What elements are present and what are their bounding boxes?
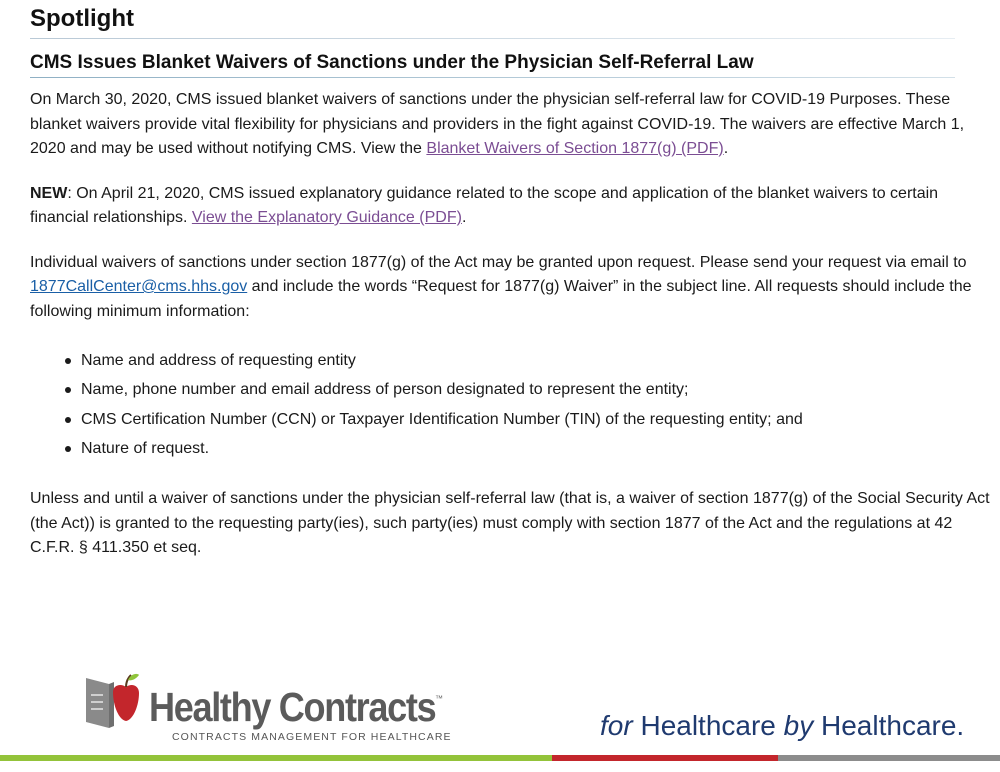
bullet-dot-icon: [65, 417, 71, 423]
list-item: [62, 405, 992, 434]
paragraph-compliance: Unless and until a waiver of sanctions under the physician self-referral law (that is, a waiver of section 1877(g) of the Social Security Act (the Act)) is granted to the requesting party(ies), such party(ies) must comply with section 1877 of the Act and the regulations at 42 C.F.R. § 411.350 et seq.: [30, 490, 990, 557]
footer-bar-gray: [778, 755, 1000, 761]
bullet-dot-icon: [65, 387, 71, 393]
footer-slogan: [600, 710, 964, 742]
list-item-text: CMS Certification Number (CCN) or Taxpayer Identification Number (TIN) of the requesting entity; and: [81, 410, 803, 428]
paragraph-text: and include the words “Request for 1877(g) Waiver” in the subject line. All requests should include the following minimum information:: [30, 278, 972, 320]
book-apple-logo-icon: [83, 670, 139, 732]
title-divider: [30, 38, 955, 39]
footer-bar-green: [0, 755, 552, 761]
paragraph-text: Individual waivers of sanctions under section 1877(g) of the Act may be granted upon request. Please send your request via email to: [30, 253, 967, 271]
trademark-mark: ™: [435, 694, 443, 703]
bullet-dot-icon: [65, 446, 71, 452]
slogan-word-healthcare-end: Healthcare.: [813, 710, 965, 741]
list-item: [62, 375, 992, 404]
blanket-waivers-pdf-link[interactable]: Blanket Waivers of Section 1877(g) (PDF): [426, 140, 724, 157]
list-item: [62, 346, 992, 375]
paragraph-waivers-issued: [30, 88, 992, 162]
slogan-word-for: for: [600, 710, 633, 741]
footer-bar-red: [552, 755, 778, 761]
paragraph-end: .: [461, 209, 467, 226]
call-center-email-link[interactable]: 1877CallCenter@cms.hhs.gov: [30, 278, 248, 295]
paragraph-end: .: [723, 140, 729, 157]
logo-name: Healthy Contracts: [149, 684, 436, 730]
paragraph-text: : On April 21, 2020, CMS issued explanatory guidance related to the scope and application of the blanket waivers to certain financial relationships.: [30, 184, 939, 226]
bullet-dot-icon: [65, 358, 71, 364]
logo-tagline: CONTRACTS MANAGEMENT FOR HEALTHCARE: [172, 731, 452, 743]
requirements-list: [62, 346, 992, 463]
list-item-text: Name and address of requesting entity: [81, 352, 356, 369]
paragraph-text: On March 30, 2020, CMS issued blanket waivers of sanctions under the physician self-referral law for COVID-19 Purposes. These blanket waivers provide vital flexibility for physicians and providers in the fight against COVID-19. The waivers are effective March 1, 2020 and may be used without notifying CMS. View the: [30, 91, 965, 157]
healthy-contracts-logo: [83, 670, 453, 750]
slogan-word-by: by: [783, 710, 814, 741]
explanatory-guidance-pdf-link[interactable]: View the Explanatory Guidance (PDF): [191, 209, 462, 226]
slogan-word-healthcare: Healthcare: [632, 710, 784, 741]
new-label: NEW: [30, 184, 68, 202]
list-item: [62, 434, 992, 463]
article-title-divider: [30, 77, 955, 78]
paragraph-new-guidance: [30, 182, 992, 231]
paragraph-individual-waivers: [30, 251, 992, 325]
article-title: CMS Issues Blanket Waivers of Sanctions under the Physician Self-Referral Law: [30, 52, 754, 73]
list-item-text: Nature of request.: [81, 439, 210, 457]
list-item-text: Name, phone number and email address of person designated to represent the entity;: [81, 381, 689, 399]
article-body: [30, 88, 992, 561]
page-title: Spotlight: [30, 5, 134, 32]
